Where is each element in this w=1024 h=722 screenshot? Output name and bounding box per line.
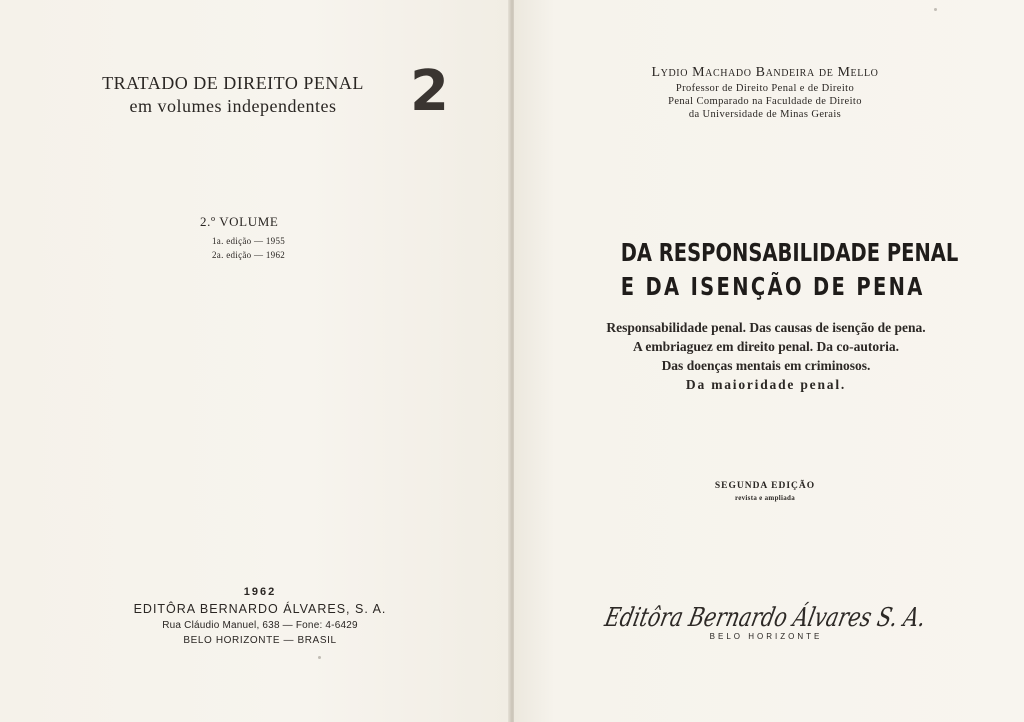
book-title-line1: DA RESPONSABILIDADE PENAL bbox=[620, 238, 959, 267]
edition-line: 1a. edição — 1955 bbox=[212, 236, 286, 246]
edition-line: 2a. edição — 1962 bbox=[212, 250, 286, 260]
author-block bbox=[610, 64, 920, 121]
publisher-signature-logo bbox=[600, 596, 1014, 656]
subtitle-line: Responsabilidade penal. Das causas de isenção de pena. bbox=[606, 320, 926, 335]
signature-script bbox=[600, 596, 1014, 636]
imprint-address: Rua Cláudio Manuel, 638 — Fone: 4-6429 bbox=[162, 620, 358, 631]
volume-title: 2.º VOLUME bbox=[200, 214, 279, 229]
imprint-city: BELO HORIZONTE — BRASIL bbox=[183, 635, 337, 646]
book-title bbox=[580, 236, 959, 304]
author-credential: da Universidade de Minas Gerais bbox=[688, 109, 842, 120]
author-credential: Penal Comparado na Faculdade de Direito bbox=[668, 96, 862, 107]
volume-info bbox=[200, 214, 320, 262]
imprint bbox=[120, 584, 400, 648]
paper-speck bbox=[934, 8, 937, 11]
subtitle-line: Da maioridade penal. bbox=[685, 377, 847, 392]
edition-block bbox=[700, 480, 830, 503]
imprint-year: 1962 bbox=[243, 586, 277, 598]
signature-text: Editôra Bernardo Álvares S. A. bbox=[602, 603, 1014, 633]
paper-speck bbox=[318, 656, 321, 659]
series-title-line1: TRATADO DE DIREITO PENAL bbox=[102, 73, 364, 93]
series-title bbox=[78, 72, 388, 118]
author-name: Lydio Machado Bandeira de Mello bbox=[651, 65, 879, 80]
series-title-line2: em volumes independentes bbox=[129, 96, 337, 116]
volume-number: 2 bbox=[410, 59, 449, 124]
publisher-city: BELO HORIZONTE bbox=[709, 632, 823, 641]
subtitle-line: A embriaguez em direito penal. Da co-autoria. bbox=[633, 339, 899, 354]
subtitle-line: Das doenças mentais em criminosos. bbox=[661, 358, 871, 373]
edition-note: revista e ampliada bbox=[734, 494, 796, 502]
book-subtitle bbox=[576, 318, 956, 394]
book-title-line2: E DA ISENÇÃO DE PENA bbox=[620, 272, 925, 301]
author-credential: Professor de Direito Penal e de Direito bbox=[675, 83, 855, 94]
left-page bbox=[0, 0, 510, 722]
edition-label: SEGUNDA EDIÇÃO bbox=[714, 481, 816, 491]
imprint-publisher: EDITÔRA BERNARDO ÁLVARES, S. A. bbox=[133, 602, 387, 616]
